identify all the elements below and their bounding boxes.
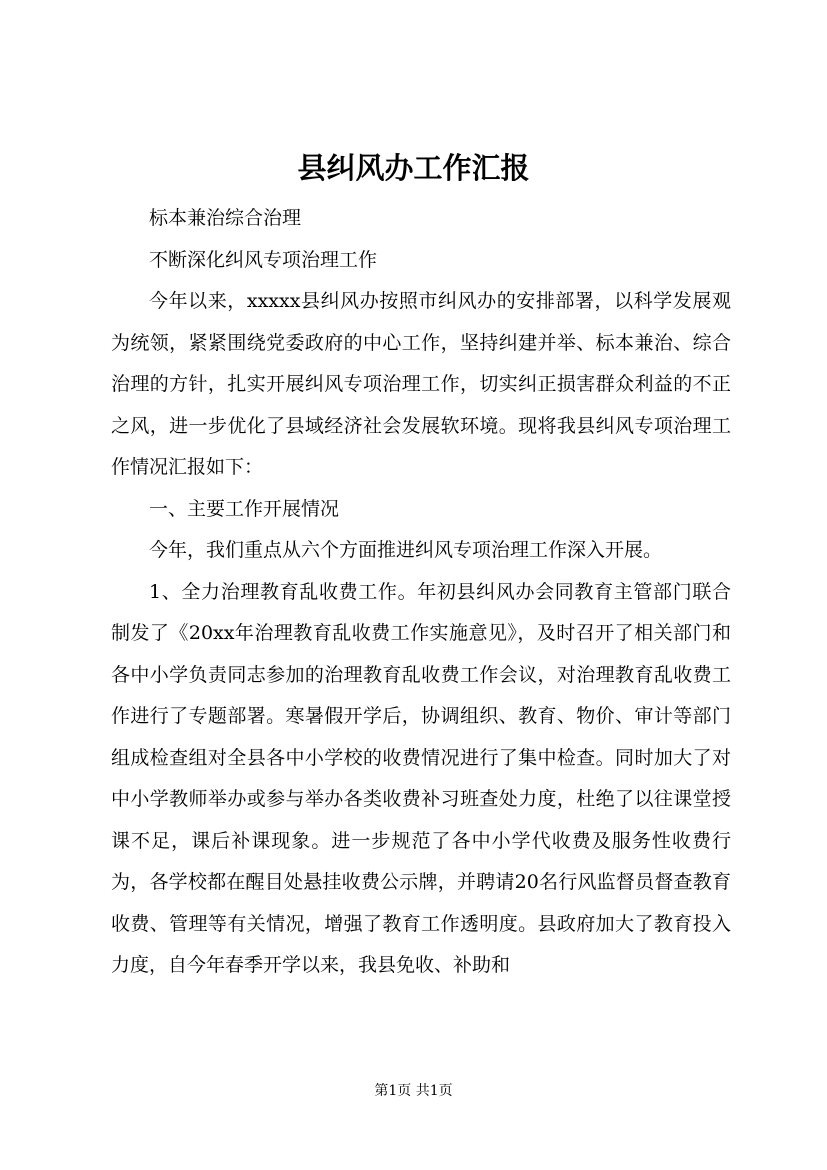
page-number: 第1页 共1页 [374, 1083, 453, 1099]
intro-paragraph: 今年以来，xxxxx县纠风办按照市纠风办的安排部署，以科学发展观为统领，紧紧围绕党委政府的中心工作，坚持纠建并举、标本兼治、综合治理的方针，扎实开展纠风专项治理工作，切实纠正损害群众利益的不正之风，进一步优化了县域经济社会发展软环境。现将我县纠风专项治理工作情况汇报如下： [111, 290, 731, 478]
section-intro-paragraph: 今年，我们重点从六个方面推进纠风专项治理工作深入开展。 [149, 539, 663, 561]
item-1-paragraph: 1、全力治理教育乱收费工作。年初县纠风办会同教育主管部门联合制发了《20xx年治理教育乱收费工作实施意见》，及时召开了相关部门和各中小学负责同志参加的治理教育乱收费工作会议，对治理教育乱收费工作进行了专题部署。寒暑假开学后，协调组织、教育、物价、审计等部门组成检查组对全县各中小学校的收费情况进行了集中检查。同时加大了对中小学教师举办或参与举办各类收费补习班查处力度，杜绝了以往课堂授课不足，课后补课现象。进一步规范了各中小学代收费及服务性收费行为，各学校都在醒目处悬挂收费公示牌，并聘请20名行风监督员督查教育收费、管理等有关情况，增强了教育工作透明度。县政府加大了教育投入力度，自今年春季开学以来，我县免收、补助和 [111, 580, 731, 976]
subtitle-line-2: 不断深化纠风专项治理工作 [149, 248, 378, 271]
document-body [111, 198, 731, 987]
subtitle-line-1: 标本兼治综合治理 [149, 207, 302, 229]
document-title: 县纠风办工作汇报 [297, 151, 530, 185]
section-heading: 一、主要工作开展情况 [149, 497, 340, 520]
